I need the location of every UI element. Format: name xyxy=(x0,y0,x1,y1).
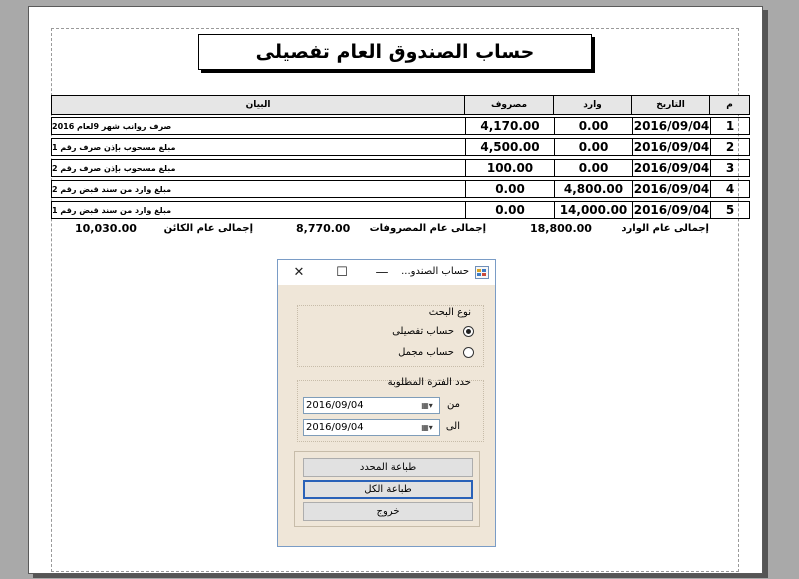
from-date-value: 2016/09/04 xyxy=(306,400,364,411)
cell-desc: صرف روانب شهر 9لعام 2016 xyxy=(52,121,172,131)
from-label: من xyxy=(447,399,460,410)
print-selected-button[interactable]: طباعة المحدد xyxy=(303,458,473,477)
close-button[interactable]: ✕ xyxy=(293,264,305,280)
dialog-title: حساب الصندو... xyxy=(401,266,469,277)
total-balance-label: إجمالى عام الكائن xyxy=(163,223,253,234)
table-row xyxy=(51,201,750,219)
search-type-label: نوع البحث xyxy=(428,307,471,318)
header-expense: مصروف xyxy=(464,95,554,115)
to-date-value: 2016/09/04 xyxy=(306,422,364,433)
to-label: الى xyxy=(445,421,460,432)
cell-date: 2016/09/04 xyxy=(633,140,710,154)
table-row xyxy=(51,138,750,156)
cell-income: 0.00 xyxy=(554,160,632,176)
cell-no: 1 xyxy=(710,118,749,134)
header-no: م xyxy=(709,95,750,115)
from-date-picker[interactable] xyxy=(303,397,440,414)
dialog-titlebar[interactable] xyxy=(278,260,495,285)
table-row xyxy=(51,180,750,198)
header-income: وارد xyxy=(553,95,632,115)
to-date-picker[interactable] xyxy=(303,419,440,436)
calendar-dropdown-icon[interactable]: ▦▾ xyxy=(421,423,433,432)
cell-expense: 4,170.00 xyxy=(465,118,554,134)
cell-income: 14,000.00 xyxy=(554,202,632,218)
option-detailed-label[interactable]: حساب تفصيلى xyxy=(392,326,454,337)
option-summary-label[interactable]: حساب مجمل xyxy=(398,347,454,358)
cell-income: 0.00 xyxy=(554,139,632,155)
app-window-icon xyxy=(475,266,489,279)
report-title xyxy=(198,34,592,70)
cell-no: 2 xyxy=(710,139,749,155)
period-label: حدد الفترة المطلوبة xyxy=(387,377,471,388)
minimize-button[interactable]: — xyxy=(375,264,389,280)
print-all-button[interactable]: طباعة الكل xyxy=(303,480,473,499)
cell-expense: 0.00 xyxy=(465,202,554,218)
exit-button[interactable]: خروج xyxy=(303,502,473,521)
total-balance-value: 10,030.00 xyxy=(75,222,137,235)
cell-expense: 4,500.00 xyxy=(465,139,554,155)
cell-no: 3 xyxy=(710,160,749,176)
cell-no: 5 xyxy=(710,202,749,218)
calendar-dropdown-icon[interactable]: ▦▾ xyxy=(421,401,433,410)
cell-desc: مبلغ وارد من سند قبض رقم 1 xyxy=(52,205,172,215)
cell-expense: 100.00 xyxy=(465,160,554,176)
cell-desc: مبلغ مسحوب بإذن صرف رقم 2 xyxy=(52,163,176,173)
cell-desc: مبلغ وارد من سند قبض رقم 2 xyxy=(52,184,172,194)
total-expense-label: إجمالى عام المصروفات xyxy=(369,223,486,234)
cell-desc: مبلغ مسحوب بإذن صرف رقم 1 xyxy=(52,142,176,152)
header-desc: البيان xyxy=(51,95,465,115)
header-date: التاريخ xyxy=(631,95,710,115)
option-summary-radio[interactable] xyxy=(463,347,474,358)
search-dialog xyxy=(277,259,496,547)
maximize-button[interactable]: ☐ xyxy=(336,264,348,280)
option-detailed-radio[interactable] xyxy=(463,326,474,337)
cell-expense: 0.00 xyxy=(465,181,554,197)
cell-date: 2016/09/04 xyxy=(633,203,710,217)
cell-no: 4 xyxy=(710,181,749,197)
cell-date: 2016/09/04 xyxy=(633,161,710,175)
total-expense-value: 8,770.00 xyxy=(296,222,351,235)
report-title-text: حساب الصندوق العام تفصيلى xyxy=(255,41,535,63)
total-income-label: إجمالى عام الوارد xyxy=(621,223,709,234)
cell-date: 2016/09/04 xyxy=(633,182,710,196)
cell-date: 2016/09/04 xyxy=(633,119,710,133)
table-row xyxy=(51,159,750,177)
cell-income: 4,800.00 xyxy=(554,181,632,197)
table-row xyxy=(51,117,750,135)
cell-income: 0.00 xyxy=(554,118,632,134)
total-income-value: 18,800.00 xyxy=(530,222,592,235)
